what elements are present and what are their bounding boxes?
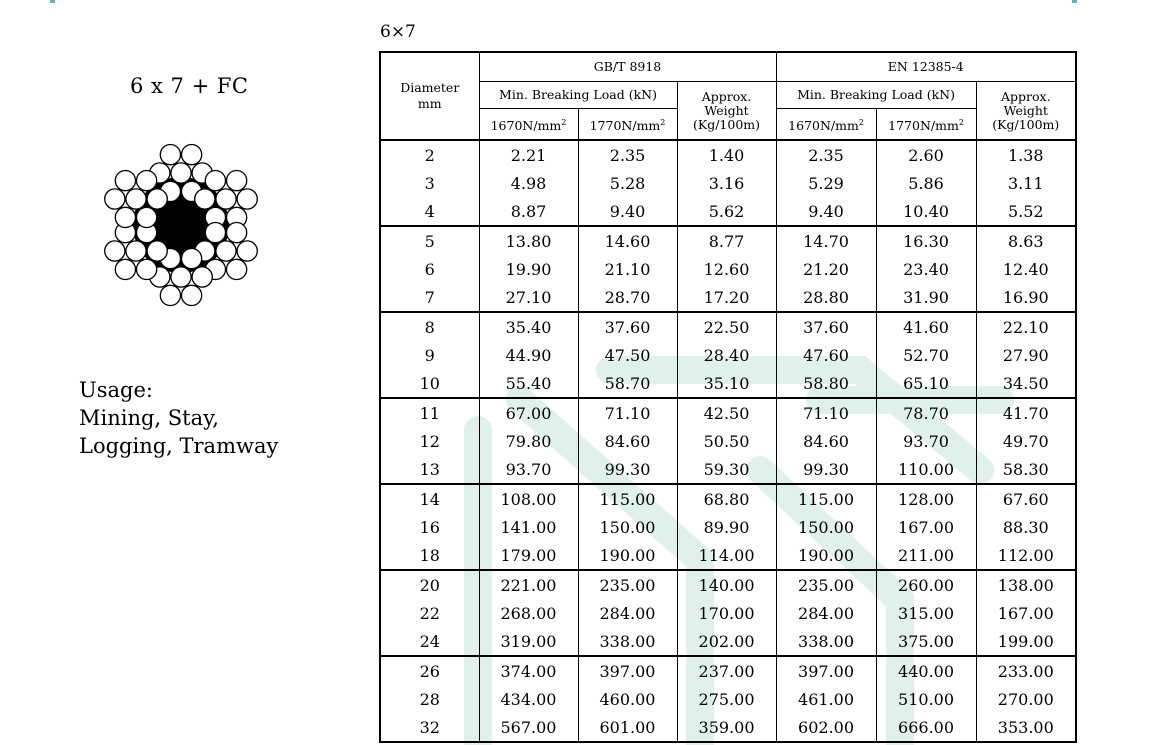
cell-en-1670: 21.20 — [776, 255, 876, 283]
cell-gb-weight: 42.50 — [677, 398, 776, 427]
spec-table-body — [380, 140, 1076, 742]
cell-gb-1670: 93.70 — [479, 455, 578, 484]
approx-label: Approx. — [1001, 88, 1051, 104]
cell-diameter: 2 — [380, 140, 479, 169]
cell-en-1770: 440.00 — [876, 656, 976, 685]
cell-gb-1670: 13.80 — [479, 226, 578, 255]
cell-en-1670: 461.00 — [776, 685, 876, 713]
cell-en-1670: 190.00 — [776, 541, 876, 570]
cell-diameter: 3 — [380, 169, 479, 197]
cell-en-1670: 235.00 — [776, 570, 876, 599]
table-row — [380, 226, 1076, 255]
wire — [147, 241, 167, 261]
cell-gb-weight: 28.40 — [677, 341, 776, 369]
cell-gb-1670: 27.10 — [479, 283, 578, 312]
cell-gb-1770: 28.70 — [578, 283, 677, 312]
cell-gb-weight: 359.00 — [677, 713, 776, 742]
table-row — [380, 599, 1076, 627]
cell-gb-1670: 567.00 — [479, 713, 578, 742]
table-row — [380, 197, 1076, 226]
cell-en-1770: 315.00 — [876, 599, 976, 627]
cell-gb-weight: 275.00 — [677, 685, 776, 713]
approx-label: Approx. — [701, 88, 752, 104]
cell-en-1770: 10.40 — [876, 197, 976, 226]
wire — [160, 285, 180, 305]
cell-en-weight: 5.52 — [976, 197, 1076, 226]
cell-en-1670: 115.00 — [776, 484, 876, 513]
cell-en-weight: 233.00 — [976, 656, 1076, 685]
cell-gb-weight: 50.50 — [677, 427, 776, 455]
cell-gb-1770: 397.00 — [578, 656, 677, 685]
cell-gb-1770: 235.00 — [578, 570, 677, 599]
cell-en-weight: 34.50 — [976, 369, 1076, 398]
standard-header-en: EN 12385-4 — [776, 52, 1076, 82]
wire — [227, 223, 247, 243]
cell-en-1670: 99.30 — [776, 455, 876, 484]
table-row — [380, 255, 1076, 283]
wire — [126, 189, 146, 209]
cell-en-1770: 52.70 — [876, 341, 976, 369]
cell-gb-1770: 84.60 — [578, 427, 677, 455]
cell-gb-weight: 59.30 — [677, 455, 776, 484]
cell-gb-1770: 99.30 — [578, 455, 677, 484]
cell-en-1670: 58.80 — [776, 369, 876, 398]
table-row — [380, 513, 1076, 541]
table-row — [380, 398, 1076, 427]
cell-gb-1670: 4.98 — [479, 169, 578, 197]
cell-gb-1770: 37.60 — [578, 312, 677, 341]
table-row — [380, 484, 1076, 513]
cell-gb-1770: 71.10 — [578, 398, 677, 427]
table-row — [380, 685, 1076, 713]
cell-en-weight: 1.38 — [976, 140, 1076, 169]
standard-header-gb: GB/T 8918 — [479, 52, 776, 82]
cell-en-weight: 138.00 — [976, 570, 1076, 599]
cell-en-1670: 37.60 — [776, 312, 876, 341]
cell-diameter: 7 — [380, 283, 479, 312]
cell-en-weight: 41.70 — [976, 398, 1076, 427]
table-row — [380, 369, 1076, 398]
cell-diameter: 13 — [380, 455, 479, 484]
wire — [137, 207, 157, 227]
cell-gb-weight: 3.16 — [677, 169, 776, 197]
cell-en-1670: 338.00 — [776, 627, 876, 656]
table-caption: 6×7 — [380, 22, 416, 42]
cell-en-1670: 9.40 — [776, 197, 876, 226]
rope-wires — [105, 145, 258, 306]
cell-gb-1770: 58.70 — [578, 369, 677, 398]
cell-en-1670: 150.00 — [776, 513, 876, 541]
cell-gb-weight: 202.00 — [677, 627, 776, 656]
cell-en-1670: 71.10 — [776, 398, 876, 427]
cell-en-1770: 41.60 — [876, 312, 976, 341]
cell-diameter: 5 — [380, 226, 479, 255]
cell-gb-weight: 140.00 — [677, 570, 776, 599]
mbl-header-gb: Min. Breaking Load (kN) — [479, 82, 677, 109]
cell-en-1670: 14.70 — [776, 226, 876, 255]
cell-gb-1670: 67.00 — [479, 398, 578, 427]
cell-gb-1770: 9.40 — [578, 197, 677, 226]
cell-en-1770: 93.70 — [876, 427, 976, 455]
cell-gb-1770: 190.00 — [578, 541, 677, 570]
cell-en-weight: 112.00 — [976, 541, 1076, 570]
wire — [105, 241, 125, 261]
wire — [227, 171, 247, 191]
wire — [205, 223, 225, 243]
wire — [137, 171, 157, 191]
cell-en-1770: 16.30 — [876, 226, 976, 255]
cell-diameter: 28 — [380, 685, 479, 713]
cell-gb-1770: 115.00 — [578, 484, 677, 513]
wire — [171, 267, 191, 287]
usage-heading: Usage: — [79, 378, 153, 402]
cell-gb-1670: 268.00 — [479, 599, 578, 627]
cell-gb-1770: 284.00 — [578, 599, 677, 627]
wire — [160, 145, 180, 165]
cell-en-1670: 47.60 — [776, 341, 876, 369]
cell-gb-1670: 221.00 — [479, 570, 578, 599]
cell-diameter: 8 — [380, 312, 479, 341]
cell-en-1770: 510.00 — [876, 685, 976, 713]
cell-en-weight: 49.70 — [976, 427, 1076, 455]
cell-en-weight: 88.30 — [976, 513, 1076, 541]
cell-diameter: 9 — [380, 341, 479, 369]
cell-gb-weight: 22.50 — [677, 312, 776, 341]
wire — [237, 189, 257, 209]
weight-label: Weight — [1003, 102, 1048, 118]
cell-gb-weight: 1.40 — [677, 140, 776, 169]
cell-gb-1770: 150.00 — [578, 513, 677, 541]
cell-gb-1770: 2.35 — [578, 140, 677, 169]
wire — [216, 189, 236, 209]
wire — [237, 241, 257, 261]
cell-gb-weight: 35.10 — [677, 369, 776, 398]
cell-en-weight: 8.63 — [976, 226, 1076, 255]
grade-header-en-1770: $1770N/mm^2$ — [876, 109, 976, 141]
cell-gb-1670: 434.00 — [479, 685, 578, 713]
corner-mark-left — [50, 0, 55, 3]
usage-block — [79, 376, 278, 460]
cell-gb-weight: 12.60 — [677, 255, 776, 283]
cell-en-1670: 284.00 — [776, 599, 876, 627]
cell-en-1770: 375.00 — [876, 627, 976, 656]
cell-gb-1670: 19.90 — [479, 255, 578, 283]
cell-en-1770: 23.40 — [876, 255, 976, 283]
cell-gb-1670: 79.80 — [479, 427, 578, 455]
cell-diameter: 26 — [380, 656, 479, 685]
cell-gb-weight: 237.00 — [677, 656, 776, 685]
cell-diameter: 22 — [380, 599, 479, 627]
table-row — [380, 656, 1076, 685]
wire — [126, 241, 146, 261]
weight-header-en — [976, 82, 1076, 141]
table-row — [380, 427, 1076, 455]
cell-gb-1670: 44.90 — [479, 341, 578, 369]
cell-en-weight: 16.90 — [976, 283, 1076, 312]
cell-en-1670: 28.80 — [776, 283, 876, 312]
diameter-header-label: Diameter — [400, 80, 460, 95]
cell-gb-1770: 601.00 — [578, 713, 677, 742]
cell-gb-weight: 89.90 — [677, 513, 776, 541]
wire — [182, 145, 202, 165]
wire — [216, 241, 236, 261]
cell-en-weight: 167.00 — [976, 599, 1076, 627]
diameter-header — [380, 52, 479, 140]
cell-en-1670: 84.60 — [776, 427, 876, 455]
table-row — [380, 455, 1076, 484]
cell-gb-weight: 68.80 — [677, 484, 776, 513]
corner-mark-right — [1072, 0, 1077, 3]
wire — [195, 189, 215, 209]
cell-en-1770: 666.00 — [876, 713, 976, 742]
cell-diameter: 18 — [380, 541, 479, 570]
table-row — [380, 140, 1076, 169]
table-row — [380, 713, 1076, 742]
wire — [182, 285, 202, 305]
table-row — [380, 312, 1076, 341]
wire — [105, 189, 125, 209]
wire — [147, 189, 167, 209]
grade-header-en-1670: $1670N/mm^2$ — [776, 109, 876, 141]
cell-gb-1770: 338.00 — [578, 627, 677, 656]
table-row — [380, 169, 1076, 197]
cell-en-weight: 22.10 — [976, 312, 1076, 341]
cell-gb-weight: 8.77 — [677, 226, 776, 255]
cell-en-1770: 211.00 — [876, 541, 976, 570]
mbl-header-en: Min. Breaking Load (kN) — [776, 82, 976, 109]
cell-gb-1670: 319.00 — [479, 627, 578, 656]
wire — [115, 171, 135, 191]
cell-gb-1670: 55.40 — [479, 369, 578, 398]
rope-cross-section — [96, 130, 266, 320]
usage-line: Mining, Stay, — [79, 406, 219, 430]
weight-header-gb — [677, 82, 776, 141]
wire — [115, 207, 135, 227]
cell-gb-1670: 2.21 — [479, 140, 578, 169]
cell-gb-1670: 374.00 — [479, 656, 578, 685]
cell-en-1670: 397.00 — [776, 656, 876, 685]
cell-diameter: 16 — [380, 513, 479, 541]
cell-en-1770: 78.70 — [876, 398, 976, 427]
cell-gb-weight: 5.62 — [677, 197, 776, 226]
weight-unit: (Kg/100m) — [693, 116, 761, 132]
cell-gb-1770: 47.50 — [578, 341, 677, 369]
cell-en-weight: 270.00 — [976, 685, 1076, 713]
cell-en-1670: 2.35 — [776, 140, 876, 169]
cell-en-weight: 199.00 — [976, 627, 1076, 656]
cell-diameter: 12 — [380, 427, 479, 455]
wire — [171, 163, 191, 183]
cell-gb-1770: 5.28 — [578, 169, 677, 197]
cell-gb-1670: 179.00 — [479, 541, 578, 570]
cell-diameter: 14 — [380, 484, 479, 513]
cell-en-weight: 353.00 — [976, 713, 1076, 742]
cell-en-1770: 5.86 — [876, 169, 976, 197]
grade-header-gb-1770: $1770N/mm^2$ — [578, 109, 677, 141]
cell-en-1770: 31.90 — [876, 283, 976, 312]
table-row — [380, 341, 1076, 369]
cell-en-1770: 260.00 — [876, 570, 976, 599]
cell-gb-1670: 35.40 — [479, 312, 578, 341]
table-row — [380, 627, 1076, 656]
wire — [192, 267, 212, 287]
wire — [227, 259, 247, 279]
cell-gb-weight: 170.00 — [677, 599, 776, 627]
cell-gb-1770: 460.00 — [578, 685, 677, 713]
weight-label: Weight — [704, 102, 749, 118]
cell-en-weight: 58.30 — [976, 455, 1076, 484]
cell-en-weight: 27.90 — [976, 341, 1076, 369]
wire — [205, 171, 225, 191]
table-row — [380, 570, 1076, 599]
usage-line: Logging, Tramway — [79, 434, 279, 458]
cell-gb-weight: 17.20 — [677, 283, 776, 312]
wire — [115, 259, 135, 279]
cell-en-weight: 67.60 — [976, 484, 1076, 513]
table-row — [380, 541, 1076, 570]
diameter-unit: mm — [417, 96, 442, 111]
spec-table — [379, 51, 1077, 743]
cell-gb-1670: 108.00 — [479, 484, 578, 513]
cell-en-1770: 65.10 — [876, 369, 976, 398]
cell-gb-weight: 114.00 — [677, 541, 776, 570]
cell-en-weight: 3.11 — [976, 169, 1076, 197]
cell-gb-1770: 14.60 — [578, 226, 677, 255]
cell-gb-1670: 8.87 — [479, 197, 578, 226]
grade-header-gb-1670: $1670N/mm^2$ — [479, 109, 578, 141]
cell-diameter: 6 — [380, 255, 479, 283]
product-title: 6 x 7 + FC — [130, 74, 249, 98]
cell-diameter: 11 — [380, 398, 479, 427]
cell-diameter: 24 — [380, 627, 479, 656]
cell-gb-1670: 141.00 — [479, 513, 578, 541]
cell-diameter: 20 — [380, 570, 479, 599]
cell-en-weight: 12.40 — [976, 255, 1076, 283]
cell-gb-1770: 21.10 — [578, 255, 677, 283]
cell-en-1770: 128.00 — [876, 484, 976, 513]
table-row — [380, 283, 1076, 312]
cell-en-1770: 167.00 — [876, 513, 976, 541]
cell-diameter: 32 — [380, 713, 479, 742]
cell-en-1670: 602.00 — [776, 713, 876, 742]
weight-unit: (Kg/100m) — [992, 116, 1060, 132]
cell-diameter: 10 — [380, 369, 479, 398]
cell-en-1670: 5.29 — [776, 169, 876, 197]
wire — [182, 249, 202, 269]
cell-diameter: 4 — [380, 197, 479, 226]
cell-en-1770: 110.00 — [876, 455, 976, 484]
wire — [137, 259, 157, 279]
cell-en-1770: 2.60 — [876, 140, 976, 169]
